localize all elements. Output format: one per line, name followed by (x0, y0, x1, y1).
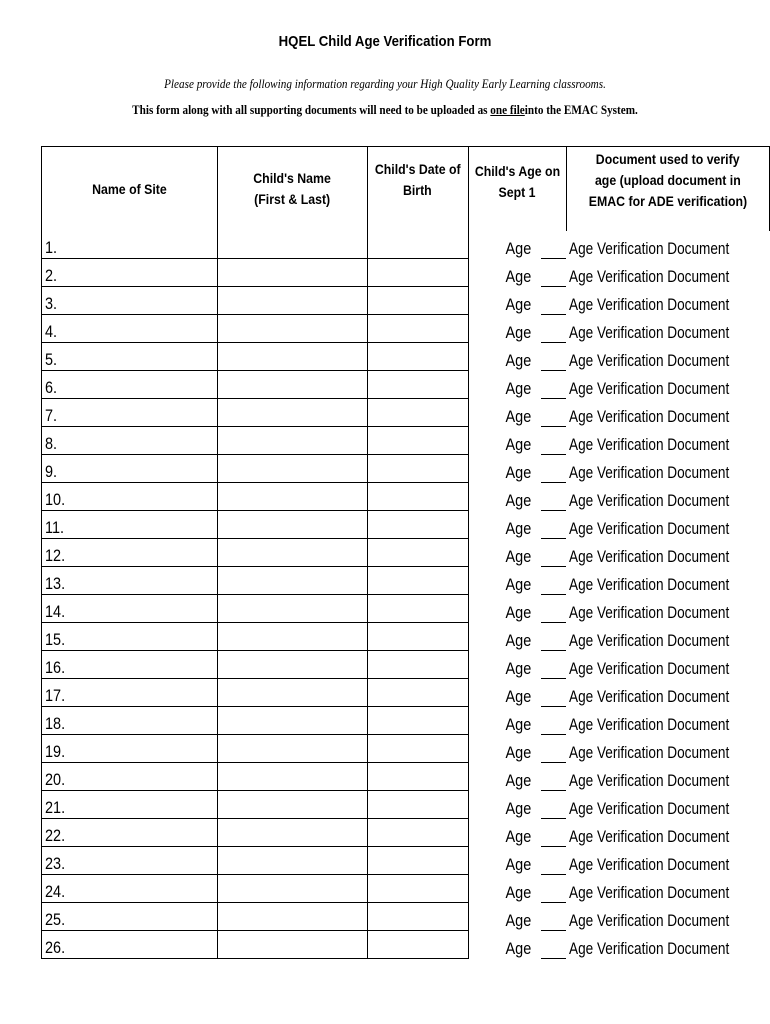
site-cell[interactable] (42, 287, 218, 315)
site-cell[interactable] (42, 315, 218, 343)
table-row (42, 735, 770, 763)
document-cell[interactable] (566, 679, 769, 707)
age-label-cell (468, 315, 541, 343)
child-name-cell[interactable] (217, 875, 367, 903)
document-label: Age Verification Document (569, 854, 730, 874)
table-row (42, 511, 770, 539)
row-number: 25. (45, 910, 66, 929)
age-label-cell (468, 931, 541, 959)
child-name-cell[interactable] (217, 371, 367, 399)
date-of-birth-cell[interactable] (367, 623, 468, 651)
document-label: Age Verification Document (569, 798, 730, 818)
document-cell[interactable] (566, 511, 769, 539)
age-label: Age (505, 658, 531, 678)
site-cell[interactable] (42, 231, 218, 259)
table-row (42, 483, 770, 511)
table-row (42, 371, 770, 399)
document-label: Age Verification Document (569, 574, 730, 594)
child-name-cell[interactable] (217, 819, 367, 847)
table-row (42, 931, 770, 959)
header-name-of-site: Name of Site (42, 147, 218, 232)
child-name-cell[interactable] (217, 231, 367, 259)
age-input-line[interactable] (541, 315, 566, 343)
document-cell[interactable] (566, 259, 769, 287)
row-number: 20. (45, 770, 66, 789)
table-row (42, 455, 770, 483)
age-label: Age (505, 770, 531, 790)
age-label-cell (468, 903, 541, 931)
document-cell[interactable] (566, 595, 769, 623)
age-label: Age (505, 686, 531, 706)
document-label: Age Verification Document (569, 910, 730, 930)
site-cell[interactable] (42, 343, 218, 371)
document-label: Age Verification Document (569, 406, 730, 426)
table-row (42, 707, 770, 735)
age-input-line[interactable] (541, 931, 566, 959)
document-cell[interactable] (566, 231, 769, 259)
table-row (42, 343, 770, 371)
date-of-birth-cell[interactable] (367, 595, 468, 623)
age-input-line[interactable] (541, 511, 566, 539)
date-of-birth-cell[interactable] (367, 399, 468, 427)
age-label-cell (468, 343, 541, 371)
document-cell[interactable] (566, 931, 769, 959)
age-label: Age (505, 546, 531, 566)
age-verification-table (41, 146, 770, 959)
date-of-birth-cell[interactable] (367, 371, 468, 399)
age-input-line[interactable] (541, 679, 566, 707)
row-number: 18. (45, 714, 66, 733)
age-label-cell (468, 763, 541, 791)
document-cell[interactable] (566, 791, 769, 819)
site-cell[interactable] (42, 567, 218, 595)
date-of-birth-cell[interactable] (367, 259, 468, 287)
row-number: 26. (45, 938, 66, 957)
row-number: 22. (45, 826, 66, 845)
age-input-line[interactable] (541, 231, 566, 259)
document-label: Age Verification Document (569, 266, 730, 286)
document-cell[interactable] (566, 287, 769, 315)
age-label: Age (505, 602, 531, 622)
date-of-birth-cell[interactable] (367, 791, 468, 819)
site-cell[interactable] (42, 539, 218, 567)
table-row (42, 259, 770, 287)
header-document: Document used to verify age (upload document in EMAC for ADE verification) (566, 147, 769, 232)
age-label-cell (468, 231, 541, 259)
age-input-line[interactable] (541, 567, 566, 595)
document-cell[interactable] (566, 399, 769, 427)
age-label-cell (468, 483, 541, 511)
document-cell[interactable] (566, 343, 769, 371)
date-of-birth-cell[interactable] (367, 651, 468, 679)
document-cell[interactable] (566, 623, 769, 651)
table-row (42, 231, 770, 259)
site-cell[interactable] (42, 735, 218, 763)
age-label: Age (505, 882, 531, 902)
age-label-cell (468, 847, 541, 875)
table-row (42, 287, 770, 315)
instruction-line-2-end: into the EMAC System. (524, 102, 638, 117)
row-number: 24. (45, 882, 66, 901)
document-label: Age Verification Document (569, 434, 730, 454)
age-label: Age (505, 574, 531, 594)
document-label: Age Verification Document (569, 714, 730, 734)
age-label: Age (505, 854, 531, 874)
document-label: Age Verification Document (569, 378, 730, 398)
date-of-birth-cell[interactable] (367, 539, 468, 567)
child-name-cell[interactable] (217, 567, 367, 595)
row-number: 4. (45, 322, 58, 341)
age-input-line[interactable] (541, 399, 566, 427)
age-label-cell (468, 651, 541, 679)
child-name-cell[interactable] (217, 259, 367, 287)
age-label: Age (505, 490, 531, 510)
document-label: Age Verification Document (569, 630, 730, 650)
age-label-cell (468, 707, 541, 735)
child-name-cell[interactable] (217, 707, 367, 735)
document-cell[interactable] (566, 735, 769, 763)
site-cell[interactable] (42, 875, 218, 903)
row-number: 19. (45, 742, 66, 761)
age-label: Age (505, 266, 531, 286)
table-row (42, 763, 770, 791)
document-label: Age Verification Document (569, 462, 730, 482)
site-cell[interactable] (42, 791, 218, 819)
age-label-cell (468, 623, 541, 651)
date-of-birth-cell[interactable] (367, 735, 468, 763)
document-label: Age Verification Document (569, 882, 730, 902)
date-of-birth-cell[interactable] (367, 483, 468, 511)
age-label-cell (468, 735, 541, 763)
row-number: 23. (45, 854, 66, 873)
date-of-birth-cell[interactable] (367, 315, 468, 343)
age-input-line[interactable] (541, 819, 566, 847)
age-label-cell (468, 567, 541, 595)
site-cell[interactable] (42, 623, 218, 651)
child-name-cell[interactable] (217, 315, 367, 343)
document-label: Age Verification Document (569, 826, 730, 846)
row-number: 12. (45, 546, 66, 565)
date-of-birth-cell[interactable] (367, 427, 468, 455)
site-cell[interactable] (42, 707, 218, 735)
document-cell[interactable] (566, 651, 769, 679)
row-number: 14. (45, 602, 66, 621)
document-label: Age Verification Document (569, 938, 730, 958)
table-row (42, 651, 770, 679)
document-label: Age Verification Document (569, 238, 730, 258)
document-label: Age Verification Document (569, 658, 730, 678)
age-label: Age (505, 714, 531, 734)
instruction-line-2 (54, 102, 716, 118)
age-label: Age (505, 518, 531, 538)
document-cell[interactable] (566, 707, 769, 735)
row-number: 2. (45, 266, 58, 285)
age-label-cell (468, 595, 541, 623)
date-of-birth-cell[interactable] (367, 679, 468, 707)
site-cell[interactable] (42, 511, 218, 539)
site-cell[interactable] (42, 483, 218, 511)
age-label: Age (505, 294, 531, 314)
date-of-birth-cell[interactable] (367, 875, 468, 903)
document-cell[interactable] (566, 539, 769, 567)
row-number: 3. (45, 294, 58, 313)
document-label: Age Verification Document (569, 350, 730, 370)
date-of-birth-cell[interactable] (367, 707, 468, 735)
document-cell[interactable] (566, 903, 769, 931)
document-label: Age Verification Document (569, 602, 730, 622)
instruction-one-file: one file (490, 102, 525, 117)
age-label-cell (468, 259, 541, 287)
age-label: Age (505, 434, 531, 454)
child-name-cell[interactable] (217, 511, 367, 539)
table-row (42, 539, 770, 567)
document-label: Age Verification Document (569, 546, 730, 566)
child-name-cell[interactable] (217, 483, 367, 511)
age-label-cell (468, 399, 541, 427)
age-input-line[interactable] (541, 791, 566, 819)
child-name-cell[interactable] (217, 455, 367, 483)
age-label-cell (468, 371, 541, 399)
age-input-line[interactable] (541, 875, 566, 903)
age-label: Age (505, 938, 531, 958)
age-input-line[interactable] (541, 735, 566, 763)
age-label-cell (468, 427, 541, 455)
row-number: 9. (45, 462, 58, 481)
age-label-cell (468, 511, 541, 539)
table-row (42, 679, 770, 707)
document-cell[interactable] (566, 847, 769, 875)
row-number: 16. (45, 658, 66, 677)
child-name-cell[interactable] (217, 427, 367, 455)
date-of-birth-cell[interactable] (367, 455, 468, 483)
document-cell[interactable] (566, 875, 769, 903)
child-name-cell[interactable] (217, 287, 367, 315)
age-input-line[interactable] (541, 427, 566, 455)
document-cell[interactable] (566, 455, 769, 483)
document-cell[interactable] (566, 315, 769, 343)
row-number: 6. (45, 378, 58, 397)
date-of-birth-cell[interactable] (367, 567, 468, 595)
age-input-line[interactable] (541, 483, 566, 511)
date-of-birth-cell[interactable] (367, 903, 468, 931)
child-name-cell[interactable] (217, 903, 367, 931)
site-cell[interactable] (42, 903, 218, 931)
date-of-birth-cell[interactable] (367, 763, 468, 791)
table-row (42, 903, 770, 931)
date-of-birth-cell[interactable] (367, 511, 468, 539)
age-label: Age (505, 742, 531, 762)
instruction-line-2-start: This form along with all supporting documents will need to be uploaded as (132, 102, 488, 117)
document-cell[interactable] (566, 483, 769, 511)
age-input-line[interactable] (541, 623, 566, 651)
date-of-birth-cell[interactable] (367, 231, 468, 259)
age-input-line[interactable] (541, 763, 566, 791)
table-row (42, 875, 770, 903)
date-of-birth-cell[interactable] (367, 931, 468, 959)
document-label: Age Verification Document (569, 686, 730, 706)
age-label: Age (505, 406, 531, 426)
date-of-birth-cell[interactable] (367, 819, 468, 847)
row-number: 13. (45, 574, 66, 593)
age-label: Age (505, 798, 531, 818)
row-number: 7. (45, 406, 58, 425)
header-child-name: Child's Name (First & Last) (217, 147, 367, 232)
site-cell[interactable] (42, 595, 218, 623)
child-name-cell[interactable] (217, 343, 367, 371)
instruction-line-1: Please provide the following information regarding your High Quality Early Learning classrooms. (164, 76, 606, 91)
row-number: 11. (45, 518, 65, 537)
age-label-cell (468, 539, 541, 567)
child-name-cell[interactable] (217, 623, 367, 651)
age-input-line[interactable] (541, 651, 566, 679)
table-row (42, 567, 770, 595)
date-of-birth-cell[interactable] (367, 343, 468, 371)
child-name-cell[interactable] (217, 679, 367, 707)
site-cell[interactable] (42, 819, 218, 847)
child-name-cell[interactable] (217, 651, 367, 679)
site-cell[interactable] (42, 399, 218, 427)
age-input-line[interactable] (541, 371, 566, 399)
child-name-cell[interactable] (217, 735, 367, 763)
date-of-birth-cell[interactable] (367, 847, 468, 875)
table-row (42, 399, 770, 427)
age-label: Age (505, 378, 531, 398)
site-cell[interactable] (42, 763, 218, 791)
document-cell[interactable] (566, 567, 769, 595)
child-name-cell[interactable] (217, 595, 367, 623)
child-name-cell[interactable] (217, 539, 367, 567)
table-header-row (42, 147, 770, 232)
row-number: 5. (45, 350, 58, 369)
row-number: 21. (45, 798, 66, 817)
age-input-line[interactable] (541, 903, 566, 931)
table-row (42, 791, 770, 819)
document-cell[interactable] (566, 763, 769, 791)
document-cell[interactable] (566, 371, 769, 399)
row-number: 17. (45, 686, 66, 705)
age-input-line[interactable] (541, 287, 566, 315)
table-row (42, 623, 770, 651)
age-label-cell (468, 455, 541, 483)
child-name-cell[interactable] (217, 791, 367, 819)
row-number: 8. (45, 434, 58, 453)
age-label: Age (505, 350, 531, 370)
document-label: Age Verification Document (569, 490, 730, 510)
age-label: Age (505, 826, 531, 846)
age-label-cell (468, 791, 541, 819)
age-label-cell (468, 819, 541, 847)
age-label-cell (468, 287, 541, 315)
document-label: Age Verification Document (569, 294, 730, 314)
age-label: Age (505, 630, 531, 650)
date-of-birth-cell[interactable] (367, 287, 468, 315)
age-input-line[interactable] (541, 343, 566, 371)
table-row (42, 595, 770, 623)
row-number: 10. (45, 490, 66, 509)
age-label: Age (505, 462, 531, 482)
age-input-line[interactable] (541, 259, 566, 287)
site-cell[interactable] (42, 847, 218, 875)
age-label: Age (505, 238, 531, 258)
age-label: Age (505, 910, 531, 930)
site-cell[interactable] (42, 931, 218, 959)
site-cell[interactable] (42, 455, 218, 483)
child-name-cell[interactable] (217, 847, 367, 875)
header-date-of-birth: Child's Date of Birth (367, 147, 468, 232)
document-cell[interactable] (566, 427, 769, 455)
table-row (42, 315, 770, 343)
age-input-line[interactable] (541, 595, 566, 623)
header-age-on-sept-1: Child's Age on Sept 1 (468, 147, 566, 232)
document-label: Age Verification Document (569, 770, 730, 790)
child-name-cell[interactable] (217, 399, 367, 427)
age-input-line[interactable] (541, 707, 566, 735)
age-input-line[interactable] (541, 847, 566, 875)
site-cell[interactable] (42, 259, 218, 287)
document-label: Age Verification Document (569, 518, 730, 538)
site-cell[interactable] (42, 679, 218, 707)
child-name-cell[interactable] (217, 763, 367, 791)
site-cell[interactable] (42, 427, 218, 455)
document-label: Age Verification Document (569, 322, 730, 342)
site-cell[interactable] (42, 371, 218, 399)
age-label-cell (468, 679, 541, 707)
table-row (42, 819, 770, 847)
form-title: HQEL Child Age Verification Form (278, 33, 492, 50)
age-input-line[interactable] (541, 455, 566, 483)
table-row (42, 847, 770, 875)
document-cell[interactable] (566, 819, 769, 847)
age-label: Age (505, 322, 531, 342)
table-row (42, 427, 770, 455)
age-label-cell (468, 875, 541, 903)
site-cell[interactable] (42, 651, 218, 679)
row-number: 1. (45, 238, 58, 257)
age-input-line[interactable] (541, 539, 566, 567)
child-name-cell[interactable] (217, 931, 367, 959)
row-number: 15. (45, 630, 66, 649)
document-label: Age Verification Document (569, 742, 730, 762)
